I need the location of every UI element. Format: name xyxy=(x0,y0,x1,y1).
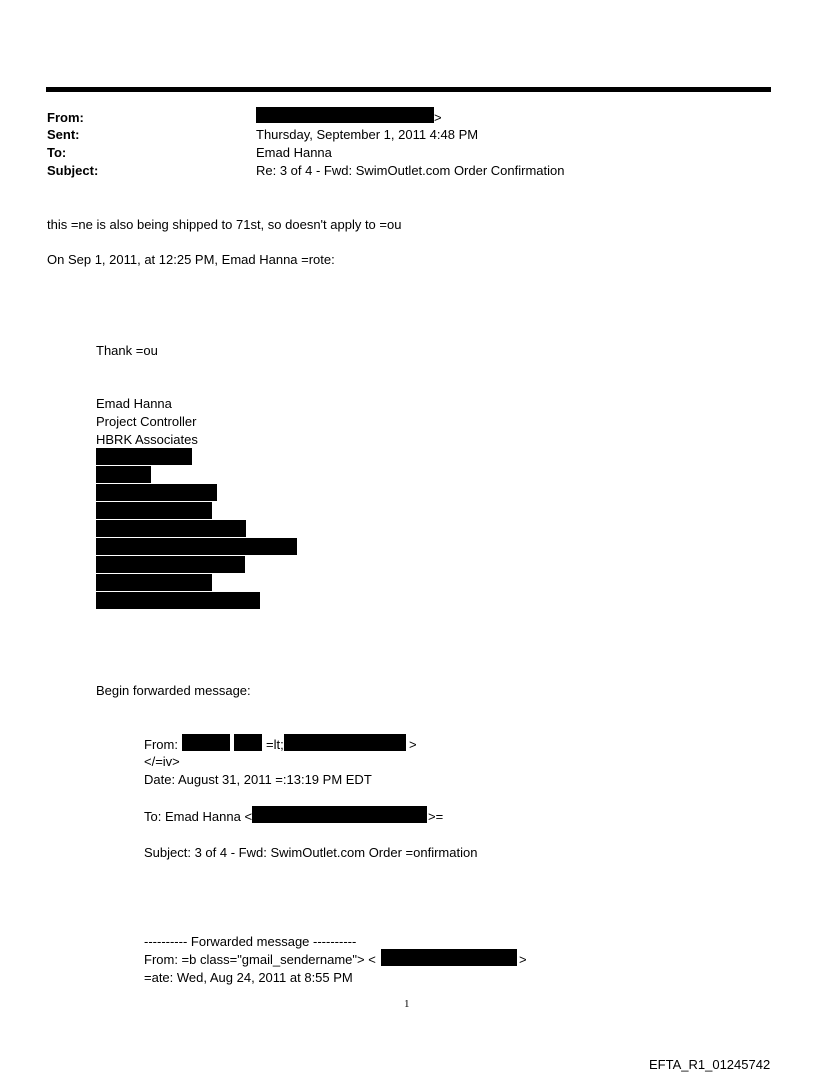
begin-forwarded: Begin forwarded message: xyxy=(96,683,251,698)
fwd-from-end: > xyxy=(409,737,417,752)
fwd-subject: Subject: 3 of 4 - Fwd: SwimOutlet.com Order =onfirmation xyxy=(144,845,478,860)
redaction-fwd-to-email xyxy=(252,806,427,823)
redaction-signature-2 xyxy=(96,466,151,483)
footer-doc-id: EFTA_R1_01245742 xyxy=(649,1057,771,1072)
fwd-from-label: From: xyxy=(144,737,178,752)
from-label: From: xyxy=(47,110,84,125)
subject-value: Re: 3 of 4 - Fwd: SwimOutlet.com Order Confirmation xyxy=(256,163,565,178)
redaction-signature-1 xyxy=(96,448,192,465)
body-line-2: On Sep 1, 2011, at 12:25 PM, Emad Hanna =rote: xyxy=(47,252,335,267)
page-number: 1 xyxy=(404,998,410,1010)
to-value: Emad Hanna xyxy=(256,145,332,160)
fwd2-date: =ate: Wed, Aug 24, 2011 at 8:55 PM xyxy=(144,970,353,985)
fwd-to-prefix: To: Emad Hanna < xyxy=(144,809,253,824)
redaction-signature-6 xyxy=(96,538,297,555)
fwd-from-lt: =lt; xyxy=(266,737,284,752)
thanks-line: Thank =ou xyxy=(96,343,158,358)
fwd-div-close: </=iv> xyxy=(144,754,180,769)
redaction-signature-3 xyxy=(96,484,217,501)
body-line-1: this =ne is also being shipped to 71st, so doesn't apply to =ou xyxy=(47,217,402,232)
redaction-fwd-from-email xyxy=(284,734,406,751)
fwd-date: Date: August 31, 2011 =:13:19 PM EDT xyxy=(144,772,372,787)
redaction-signature-4 xyxy=(96,502,212,519)
redaction-fwd-from-1 xyxy=(182,734,230,751)
fwd2-from-prefix: From: =b class="gmail_sendername"> < xyxy=(144,952,376,967)
redaction-from-sender xyxy=(256,107,434,123)
subject-label: Subject: xyxy=(47,163,99,178)
from-value: > xyxy=(434,110,442,125)
header-rule xyxy=(46,87,771,92)
redaction-signature-9 xyxy=(96,592,260,609)
fwd2-from-suffix: > xyxy=(519,952,527,967)
signature-name: Emad Hanna xyxy=(96,396,172,411)
sent-value: Thursday, September 1, 2011 4:48 PM xyxy=(256,127,479,142)
fwd2-separator: ---------- Forwarded message ---------- xyxy=(144,934,357,949)
redaction-signature-8 xyxy=(96,574,212,591)
redaction-signature-7 xyxy=(96,556,245,573)
redaction-signature-5 xyxy=(96,520,246,537)
fwd-to-suffix: >= xyxy=(428,809,444,824)
sent-label: Sent: xyxy=(47,127,80,142)
redaction-fwd-from-2 xyxy=(234,734,262,751)
signature-title: Project Controller xyxy=(96,414,197,429)
to-label: To: xyxy=(47,145,67,160)
redaction-fwd2-from-email xyxy=(381,949,517,966)
signature-company: HBRK Associates xyxy=(96,432,198,447)
